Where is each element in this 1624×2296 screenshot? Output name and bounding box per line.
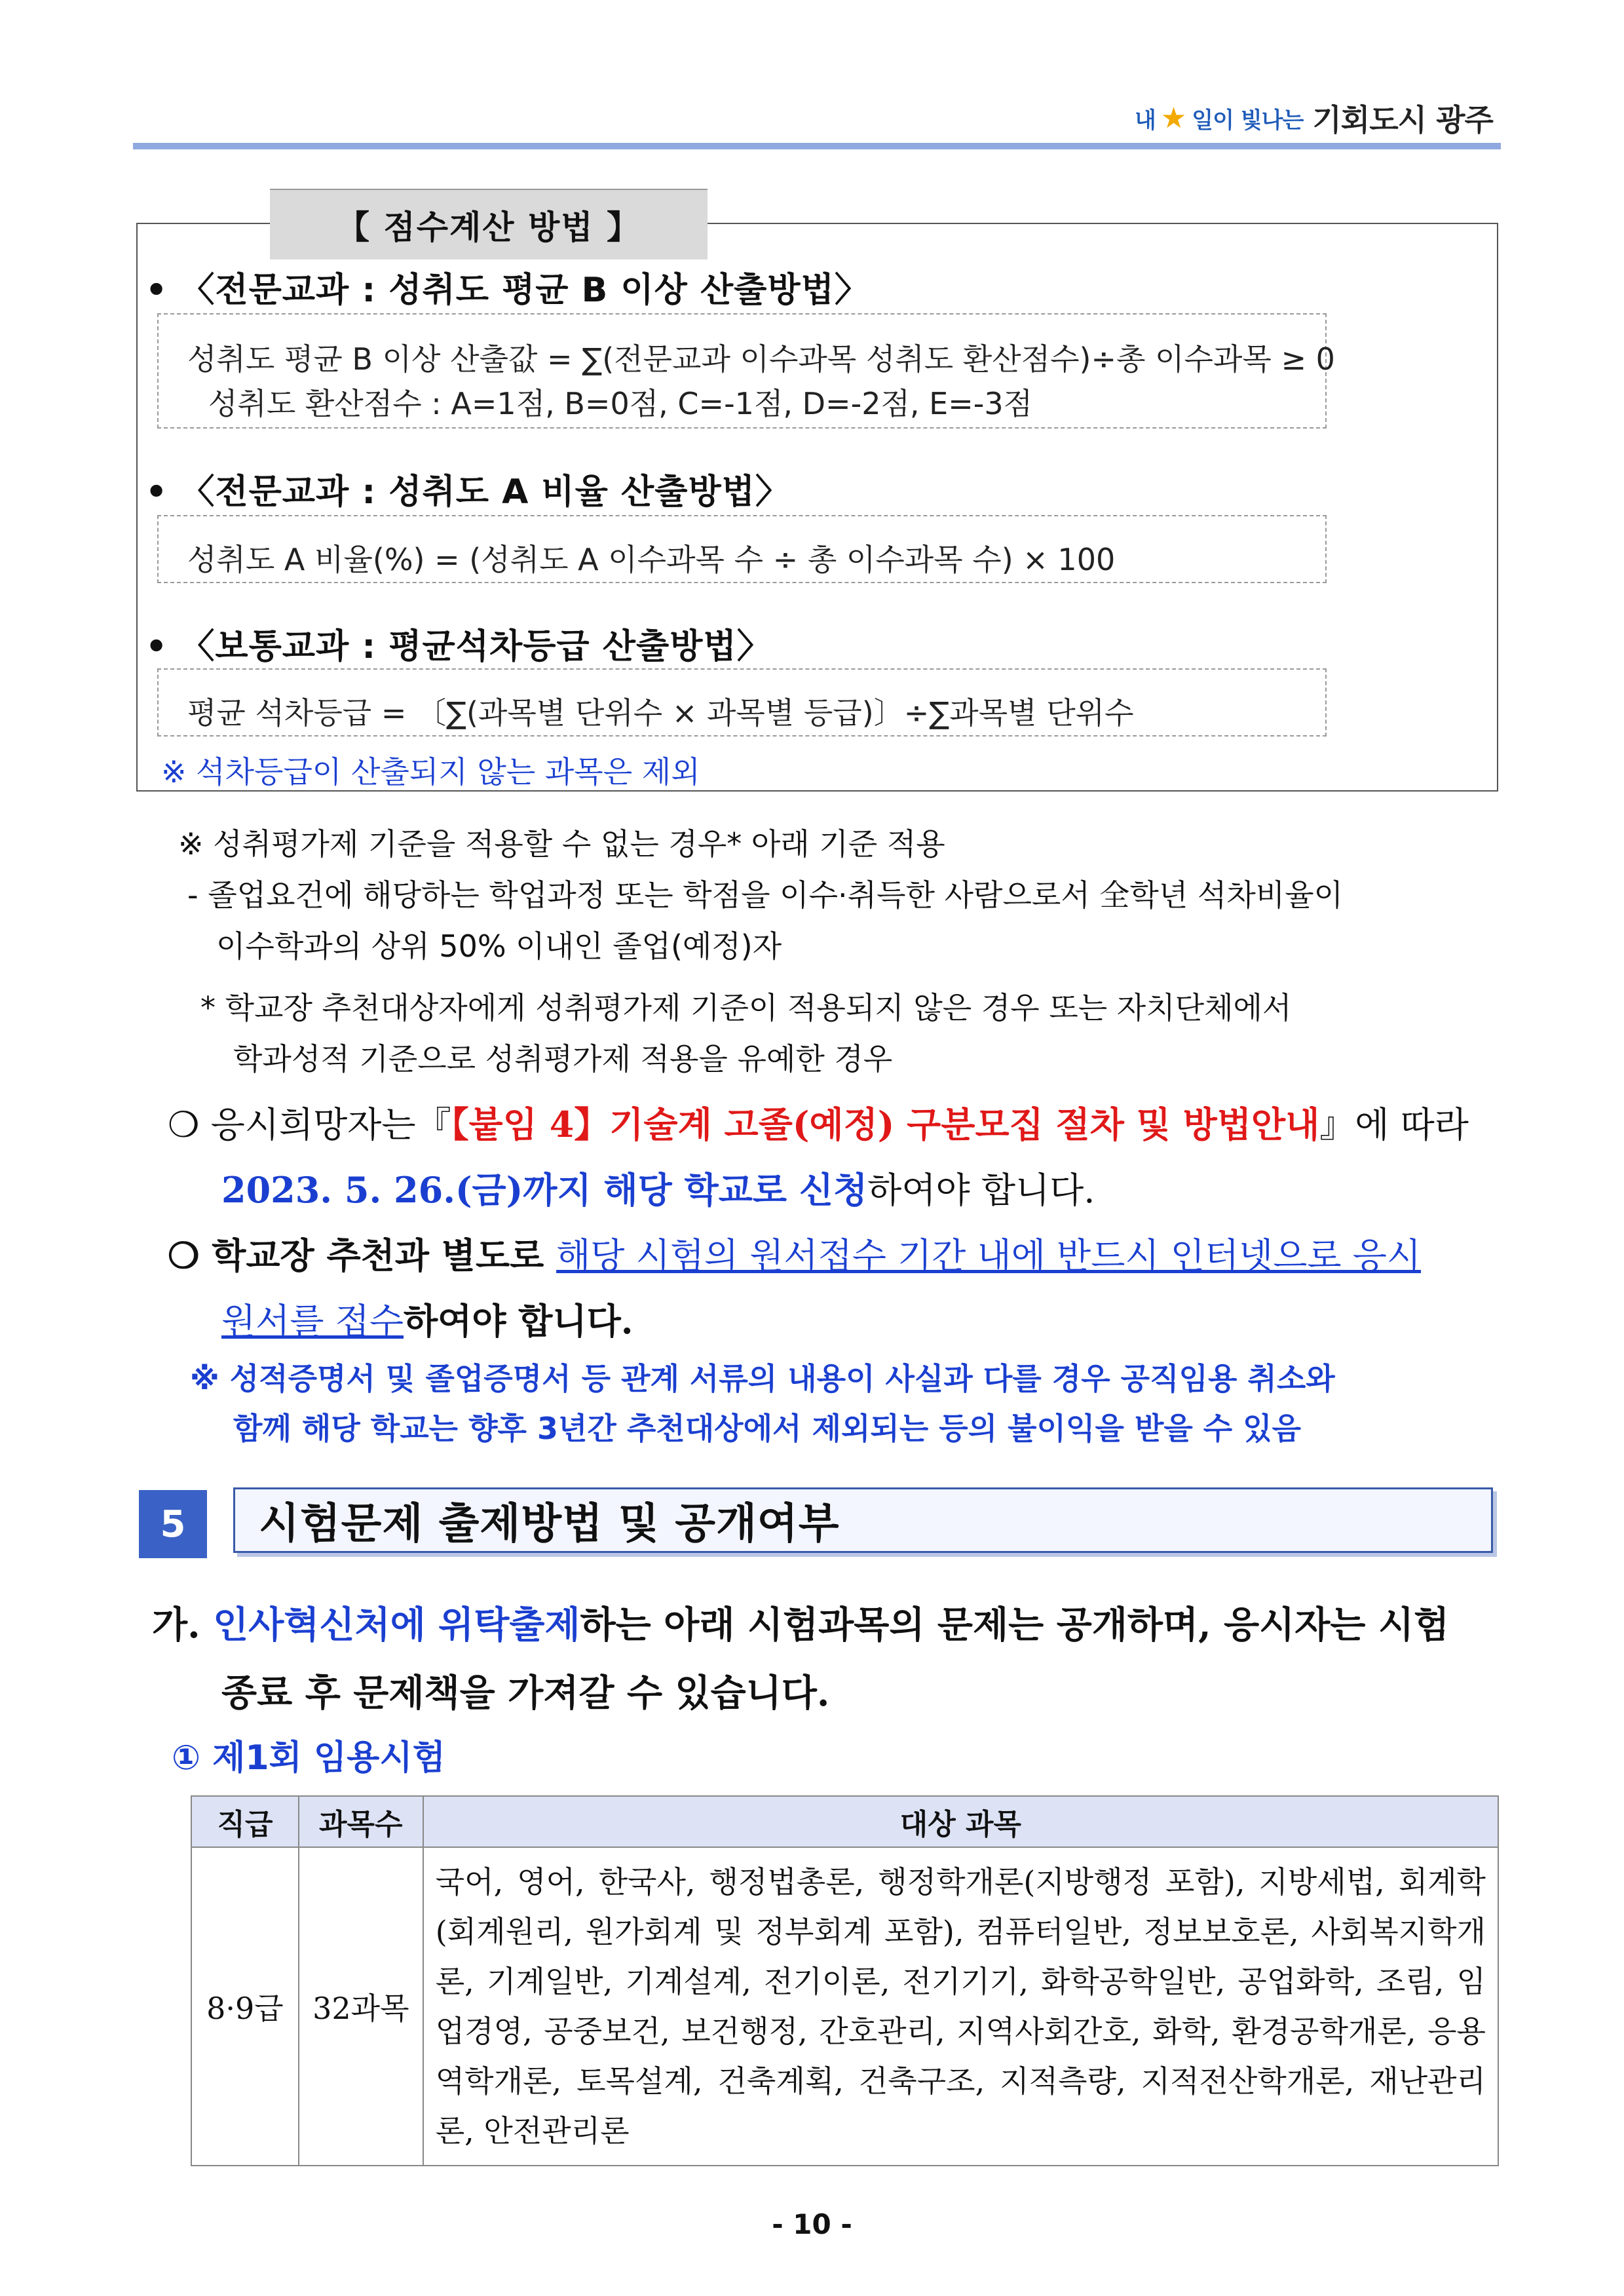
subject-table [191,1795,1499,2166]
note-grad-line1: - 졸업요건에 해당하는 학업과정 또는 학점을 이수·취득한 사람으로서 全학년 석차비율이 [187,877,1344,913]
para-online-line1 [168,1228,1421,1278]
note-asterisk-line2: 학과성적 기준으로 성취평가제 적용을 유예한 경우 [233,1041,893,1077]
header-count: 과목수 [299,1796,423,1847]
item-ga-label: 가. [152,1603,200,1647]
para-online-blue: 해당 시험의 원서접수 기간 내에 반드시 인터넷으로 응시 [556,1235,1422,1276]
item-ga-line2: 종료 후 문제책을 가져갈 수 있습니다. [221,1672,830,1715]
para-apply-deadline-post: 하여야 합니다. [867,1170,1095,1211]
note-grad-line2: 이수학과의 상위 50% 이내인 졸업(예정)자 [216,928,782,964]
warning-line2: 함께 해당 학교는 향후 3년간 추천대상에서 제외되는 등의 불이익을 받을 수 있음 [233,1411,1302,1446]
note-asterisk-line1: * 학교장 추천대상자에게 성취평가제 기준이 적용되지 않은 경우 또는 자치단체에서 [200,990,1292,1025]
para-online-line2 [221,1293,633,1344]
item-ga-post: 하는 아래 시험과목의 문제는 공개하며, 응시자는 시험 [580,1603,1450,1647]
section-number: 5 [139,1490,207,1558]
para-apply-attachment: 【붙임 4】기술계 고졸(예정) 구분모집 절차 및 방법안내 [451,1103,1320,1145]
cell-subjects: 국어, 영어, 한국사, 행정법총론, 행정학개론(지방행정 포함), 지방세법, 회계학(회계원리, 원가회계 및 정부회계 포함), 컴퓨터일반, 정보보호론, 사회복지학개론, 기계일반, 기계설계, 전기이론, 전기기기, 화학공학일반, 공업화학, 조림, 임업경영, 공중보건, 보건행정, 간호관리, 지역사회간호, 화학, 환경공학개론, 응용역학개론, 토목설계, 건축계획, 건축구조, 지적측량, 지적전산학개론, 재난관리론, 안전관리론 [423,1847,1498,2166]
header-logo [1135,92,1493,144]
para-online-post: 하여야 합니다. [404,1300,633,1342]
star-icon: ★ [1160,101,1187,135]
calc-sec1-line2: 성취도 환산점수 : A=1점, B=0점, C=-1점, D=-2점, E=-3점 [208,386,1033,421]
calc-sec1-heading: • 〈전문교과 : 성취도 평균 B 이상 산출방법〉 [145,271,869,310]
header-subjects: 대상 과목 [423,1796,1498,1847]
sub1-title: ① 제1회 임용시험 [172,1738,445,1778]
item-ga-blue: 인사혁신처에 위탁출제 [213,1603,580,1647]
para-apply-line1 [168,1097,1469,1147]
calc-sec3-note: ※ 석차등급이 산출되지 않는 과목은 제외 [161,754,700,790]
calc-sec3-heading: • 〈보통교과 : 평균석차등급 산출방법〉 [145,627,772,666]
para-online-pre: ❍ 학교장 추천과 별도로 [168,1234,557,1276]
calc-sec2-line1: 성취도 A 비율(%) = (성취도 A 이수과목 수 ÷ 총 이수과목 수) × 100 [187,542,1116,577]
score-calc-title: 【 점수계산 방법 】 [270,189,708,259]
calc-sec1-line1: 성취도 평균 B 이상 산출값 = ∑(전문교과 이수과목 성취도 환산점수)÷총 이수과목 ≥ 0 [187,341,1335,377]
para-online-blue2: 원서를 접수 [221,1301,404,1342]
table-row [191,1847,1498,2166]
para-apply-pre: ❍ 응시희망자는『 [168,1104,451,1145]
para-apply-post: 』에 따라 [1319,1104,1469,1145]
calc-sec2-heading: • 〈전문교과 : 성취도 A 비율 산출방법〉 [145,472,790,512]
calc-sec3-line1: 평균 석차등급 = 〔∑(과목별 단위수 × 과목별 등급)〕÷∑과목별 단위수 [187,695,1134,731]
para-apply-line2 [221,1162,1095,1213]
logo-city: 기회도시 광주 [1312,102,1493,138]
cell-count: 32과목 [299,1847,423,2166]
para-apply-deadline: 2023. 5. 26.(금)까지 해당 학교로 신청 [221,1169,868,1211]
logo-tagline-pre: 내 [1134,107,1156,134]
header-divider [133,143,1501,149]
cell-grade: 8·9급 [191,1847,299,2166]
table-header-row [191,1796,1498,1847]
header-grade: 직급 [191,1796,299,1847]
item-ga-line1 [152,1596,1449,1649]
warning-line1: ※ 성적증명서 및 졸업증명서 등 관계 서류의 내용이 사실과 다를 경우 공직임용 취소와 [190,1361,1335,1396]
page-number: - 10 - [772,2208,852,2240]
logo-tagline-post: 일이 빛나는 [1192,107,1304,134]
section-title: 시험문제 출제방법 및 공개여부 [233,1487,1493,1553]
note-achievement: ※ 성취평가제 기준을 적용할 수 없는 경우* 아래 기준 적용 [178,826,945,862]
